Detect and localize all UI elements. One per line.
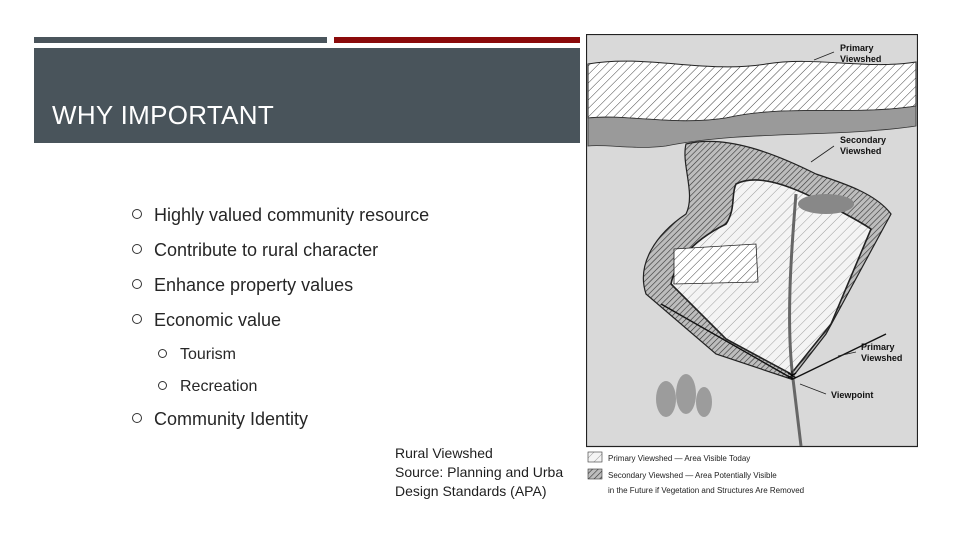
bullet-item [132, 406, 429, 441]
label-primary-top: Primary [840, 43, 874, 53]
accent-bar-red [334, 37, 580, 43]
caption-line: Source: Planning and Urba [395, 464, 564, 480]
label-primary-right: Primary [861, 342, 895, 352]
tree-icon [676, 374, 696, 414]
title-band [34, 48, 580, 143]
viewshed-diagram [586, 34, 918, 504]
caption-line: Rural Viewshed [395, 445, 493, 461]
bullet-text: Contribute to rural character [154, 240, 379, 260]
legend-secondary: in the Future if Vegetation and Structures Are Removed [608, 486, 805, 495]
circle-bullet-icon [132, 244, 142, 254]
figure-caption [395, 444, 585, 501]
circle-bullet-icon [132, 314, 142, 324]
bullet-text: Tourism [180, 346, 237, 363]
caption-line: Design Standards (APA) [395, 483, 547, 499]
field-patch [674, 244, 758, 284]
sub-bullet-item [158, 342, 429, 374]
tree-icon [696, 387, 712, 417]
legend-swatch-primary [588, 452, 602, 462]
bullet-text: Recreation [180, 378, 258, 395]
bullet-text: Community Identity [154, 409, 309, 429]
bullet-item [132, 202, 429, 237]
circle-bullet-icon [132, 279, 142, 289]
bullet-text: Economic value [154, 310, 282, 330]
circle-bullet-icon [132, 413, 142, 423]
bullet-list [132, 202, 429, 441]
legend-swatch-secondary [588, 469, 602, 479]
bullet-item [132, 272, 429, 307]
sub-bullet-item [158, 374, 429, 406]
legend-secondary: Secondary Viewshed — Area Potentially Visible [608, 471, 777, 480]
circle-bullet-icon [158, 349, 167, 358]
tree-icon [656, 381, 676, 417]
circle-bullet-icon [132, 209, 142, 219]
label-secondary: Viewshed [840, 146, 882, 156]
legend-primary: Primary Viewshed — Area Visible Today [608, 454, 751, 463]
bullet-item [132, 307, 429, 342]
tree-cluster [798, 194, 854, 214]
bullet-item [132, 237, 429, 272]
viewpoint-marker-icon: * [787, 367, 797, 391]
bullet-text: Enhance property values [154, 275, 354, 295]
bullet-text: Highly valued community resource [154, 205, 430, 225]
label-primary-top: Viewshed [840, 54, 882, 64]
slide-title: WHY IMPORTANT [52, 100, 275, 130]
label-secondary: Secondary [840, 135, 887, 145]
label-primary-right: Viewshed [861, 353, 903, 363]
label-viewpoint: Viewpoint [831, 390, 874, 400]
accent-bar-gray [34, 37, 327, 43]
circle-bullet-icon [158, 381, 167, 390]
